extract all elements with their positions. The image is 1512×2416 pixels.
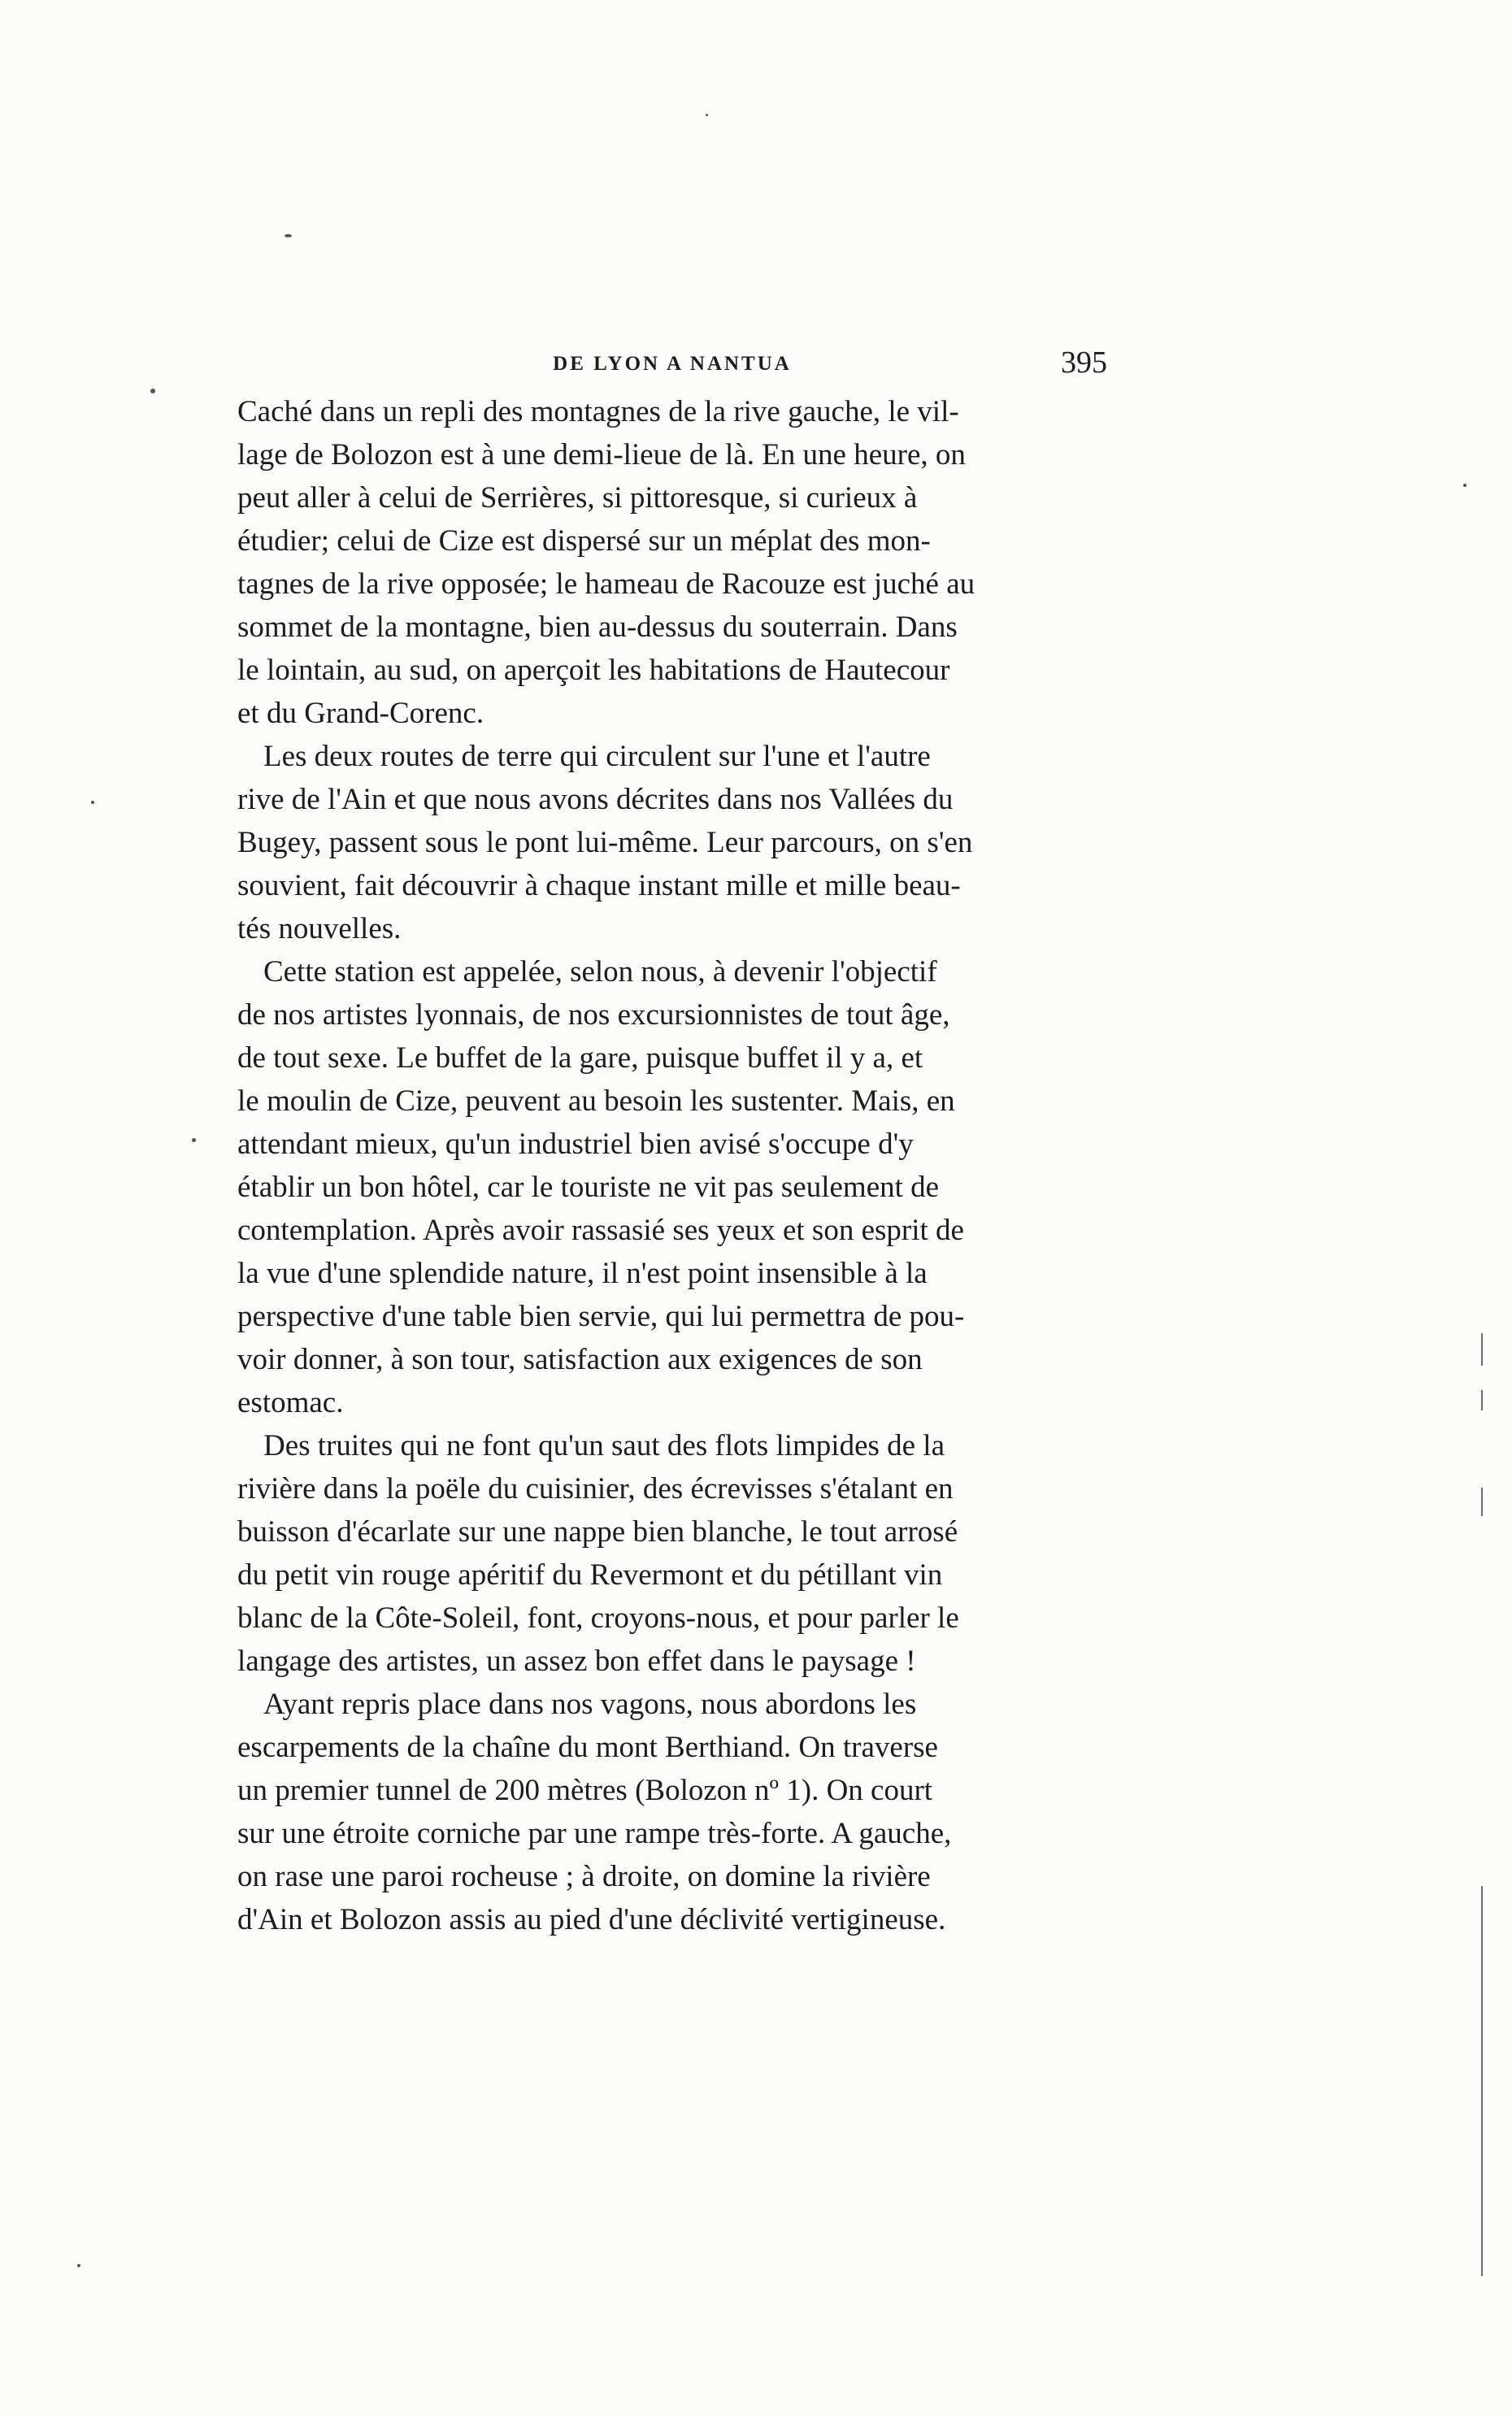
paragraph: Des truites qui ne font qu'un saut des flots limpides de la rivière dans la poële du cuisinier, des écrevisses s'étalant en buisson d'écarlate sur une nappe bien blanche, le tout arrosé du petit vin rouge apéritif du Revermont et du pétillant vin blanc de la Côte-Soleil, font, croyons-nous, et pour parler le langage des artistes, un assez bon effet dans le paysage ! xyxy=(237,1429,959,1678)
scan-speck xyxy=(192,1138,196,1142)
paragraph: Les deux routes de terre qui circulent sur l'une et l'autre rive de l'Ain et que nous avons décrites dans nos Vallées du Bugey, passent sous le pont lui-même. Leur parcours, on s'en souvient, fait découvrir à chaque instant mille et mille beau- tés nouvelles. xyxy=(237,740,973,945)
scan-speck xyxy=(1463,484,1466,487)
page-header xyxy=(237,340,1107,389)
page-number: 395 xyxy=(1061,345,1107,380)
scan-edge-line xyxy=(1481,1488,1483,1516)
scan-speck xyxy=(77,2264,80,2267)
paragraph: Ayant repris place dans nos vagons, nous abordons les escarpements de la chaîne du mont Berthiand. On traverse un premier tunnel de 200 mètres (Bolozon nº 1). On court sur une étroite corniche par une rampe très-forte. A gauche, on rase une paroi rocheuse ; à droite, on domine la rivière d'Ain et Bolozon assis au pied d'une déclivité vertigineuse. xyxy=(237,1688,952,1936)
scan-edge-line xyxy=(1481,1333,1483,1366)
scan-speck xyxy=(706,114,708,116)
paragraph: Caché dans un repli des montagnes de la rive gauche, le vil- lage de Bolozon est à une demi-lieue de là. En une heure, on peut aller à celui de Serrières, si pittoresque, si curieux à étudier; celui de Cize est dispersé sur un méplat des mon- tagnes de la rive opposée; le hameau de Racouze est juché au sommet de la montagne, bien au-dessus du souterrain. Dans le lointain, au sud, on aperçoit les habitations de Hautecour et du Grand-Corenc. xyxy=(237,395,975,730)
body-text xyxy=(237,390,1107,1941)
scan-speck xyxy=(150,389,155,393)
scan-edge-line xyxy=(1481,1390,1483,1410)
scan-edge-line xyxy=(1481,1886,1483,2276)
scan-speck xyxy=(285,234,292,237)
paragraph: Cette station est appelée, selon nous, à devenir l'objectif de nos artistes lyonnais, de nos excursionnistes de tout âge, de tout sexe. Le buffet de la gare, puisque buffet il y a, et le moulin de Cize, peuvent au besoin les sustenter. Mais, en attendant mieux, qu'un industriel bien avisé s'occupe d'y établir un bon hôtel, car le touriste ne vit pas seulement de contemplation. Après avoir rassasié ses yeux et son esprit de la vue d'une splendide nature, il n'est point insensible à la perspective d'une table bien servie, qui lui permettra de pou- voir donner, à son tour, satisfaction aux exigences de son estomac. xyxy=(237,955,965,1419)
running-title: DE LYON A NANTUA xyxy=(553,353,792,375)
scan-speck xyxy=(91,801,94,804)
